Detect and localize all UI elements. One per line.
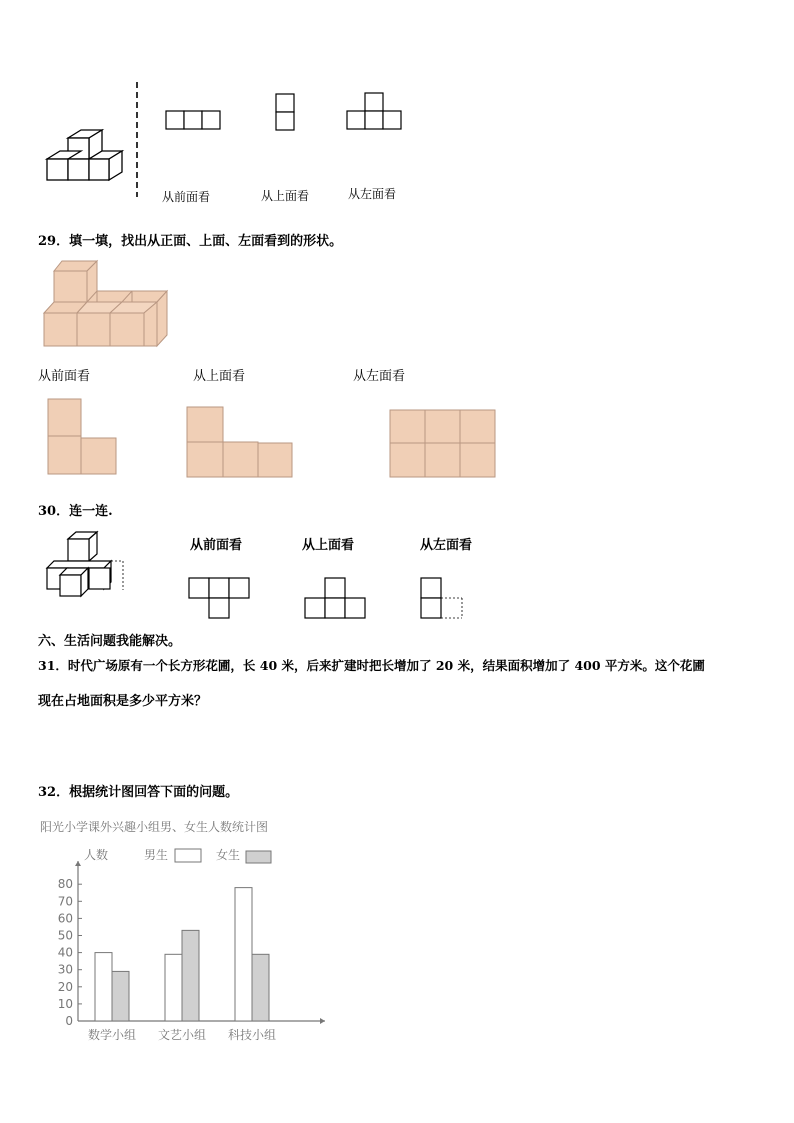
q29-label-front: 从前面看 (38, 369, 91, 384)
y-tick-label: 0 (65, 1014, 73, 1028)
bar-male (235, 888, 252, 1021)
bar-female (182, 930, 199, 1021)
legend-male-swatch (175, 849, 201, 862)
q29-front-view-shape (47, 398, 119, 476)
q31-line-2: 现在占地面积是多少平方米？ (38, 694, 208, 709)
q29-question: 29．填一填，找出从正面、上面、左面看到的形状。 (38, 234, 343, 249)
chart-container (40, 843, 340, 1048)
bar-female (112, 971, 129, 1021)
q30-label-left: 从左面看 (420, 538, 473, 553)
q30-shape-1 (188, 577, 250, 619)
y-tick-label: 10 (57, 996, 73, 1011)
q31-line-1: 31．时代广场原有一个长方形花圃，长 40 米，后来扩建时把长增加了 20 米，结果面积增加了 400 平方米。这个花圃 (38, 658, 705, 673)
x-axis-arrow (320, 1018, 325, 1024)
bar-female (252, 954, 269, 1021)
y-tick-label: 50 (57, 928, 73, 943)
y-tick-label: 60 (57, 911, 73, 926)
chart-title: 阳光小学课外兴趣小组男、女生人数统计图 (40, 820, 269, 834)
label-top-view: 从上面看 (261, 189, 310, 203)
q32-question: 32．根据统计图回答下面的问题。 (38, 785, 239, 800)
x-tick-label: 科技小组 (227, 1028, 277, 1042)
y-tick-label: 40 (57, 945, 73, 960)
q29-label-top: 从上面看 (193, 369, 246, 384)
label-front-view: 从前面看 (162, 190, 211, 204)
q30-shape-3 (420, 577, 464, 619)
label-left-view: 从左面看 (348, 187, 397, 201)
chart-y-axis-label: 人数 (84, 848, 109, 862)
q29-left-view-shape (389, 409, 497, 479)
y-tick-label: 30 (57, 962, 73, 977)
x-tick-label: 文艺小组 (157, 1028, 207, 1042)
cube-stack-figure (40, 125, 130, 190)
q30-label-front: 从前面看 (190, 538, 243, 553)
view-shape-three-row (165, 110, 221, 130)
legend-female-label: 女生 (216, 848, 241, 862)
q30-shape-2 (304, 577, 366, 619)
section-6-heading: 六、生活问题我能解决。 (38, 634, 182, 649)
q29-top-view-shape (186, 406, 294, 478)
divider-dashed-line (135, 82, 139, 197)
y-tick-label: 70 (57, 894, 73, 909)
q30-label-top: 从上面看 (302, 538, 355, 553)
q30-cube-figure (43, 530, 138, 600)
view-shape-t-shape (346, 92, 402, 130)
q30-question: 30．连一连. (38, 504, 113, 519)
y-tick-label: 20 (57, 979, 73, 994)
y-axis-arrow (75, 861, 81, 866)
bar-chart (40, 843, 340, 1048)
legend-female-swatch (246, 851, 271, 863)
bar-male (95, 953, 112, 1021)
q29-cube-figure (44, 257, 174, 349)
legend-male-label: 男生 (144, 848, 169, 862)
x-tick-label: 数学小组 (87, 1028, 137, 1042)
bar-male (165, 954, 182, 1021)
q29-label-left: 从左面看 (353, 369, 406, 384)
y-tick-label: 80 (57, 877, 73, 892)
view-shape-two-column (275, 93, 295, 131)
